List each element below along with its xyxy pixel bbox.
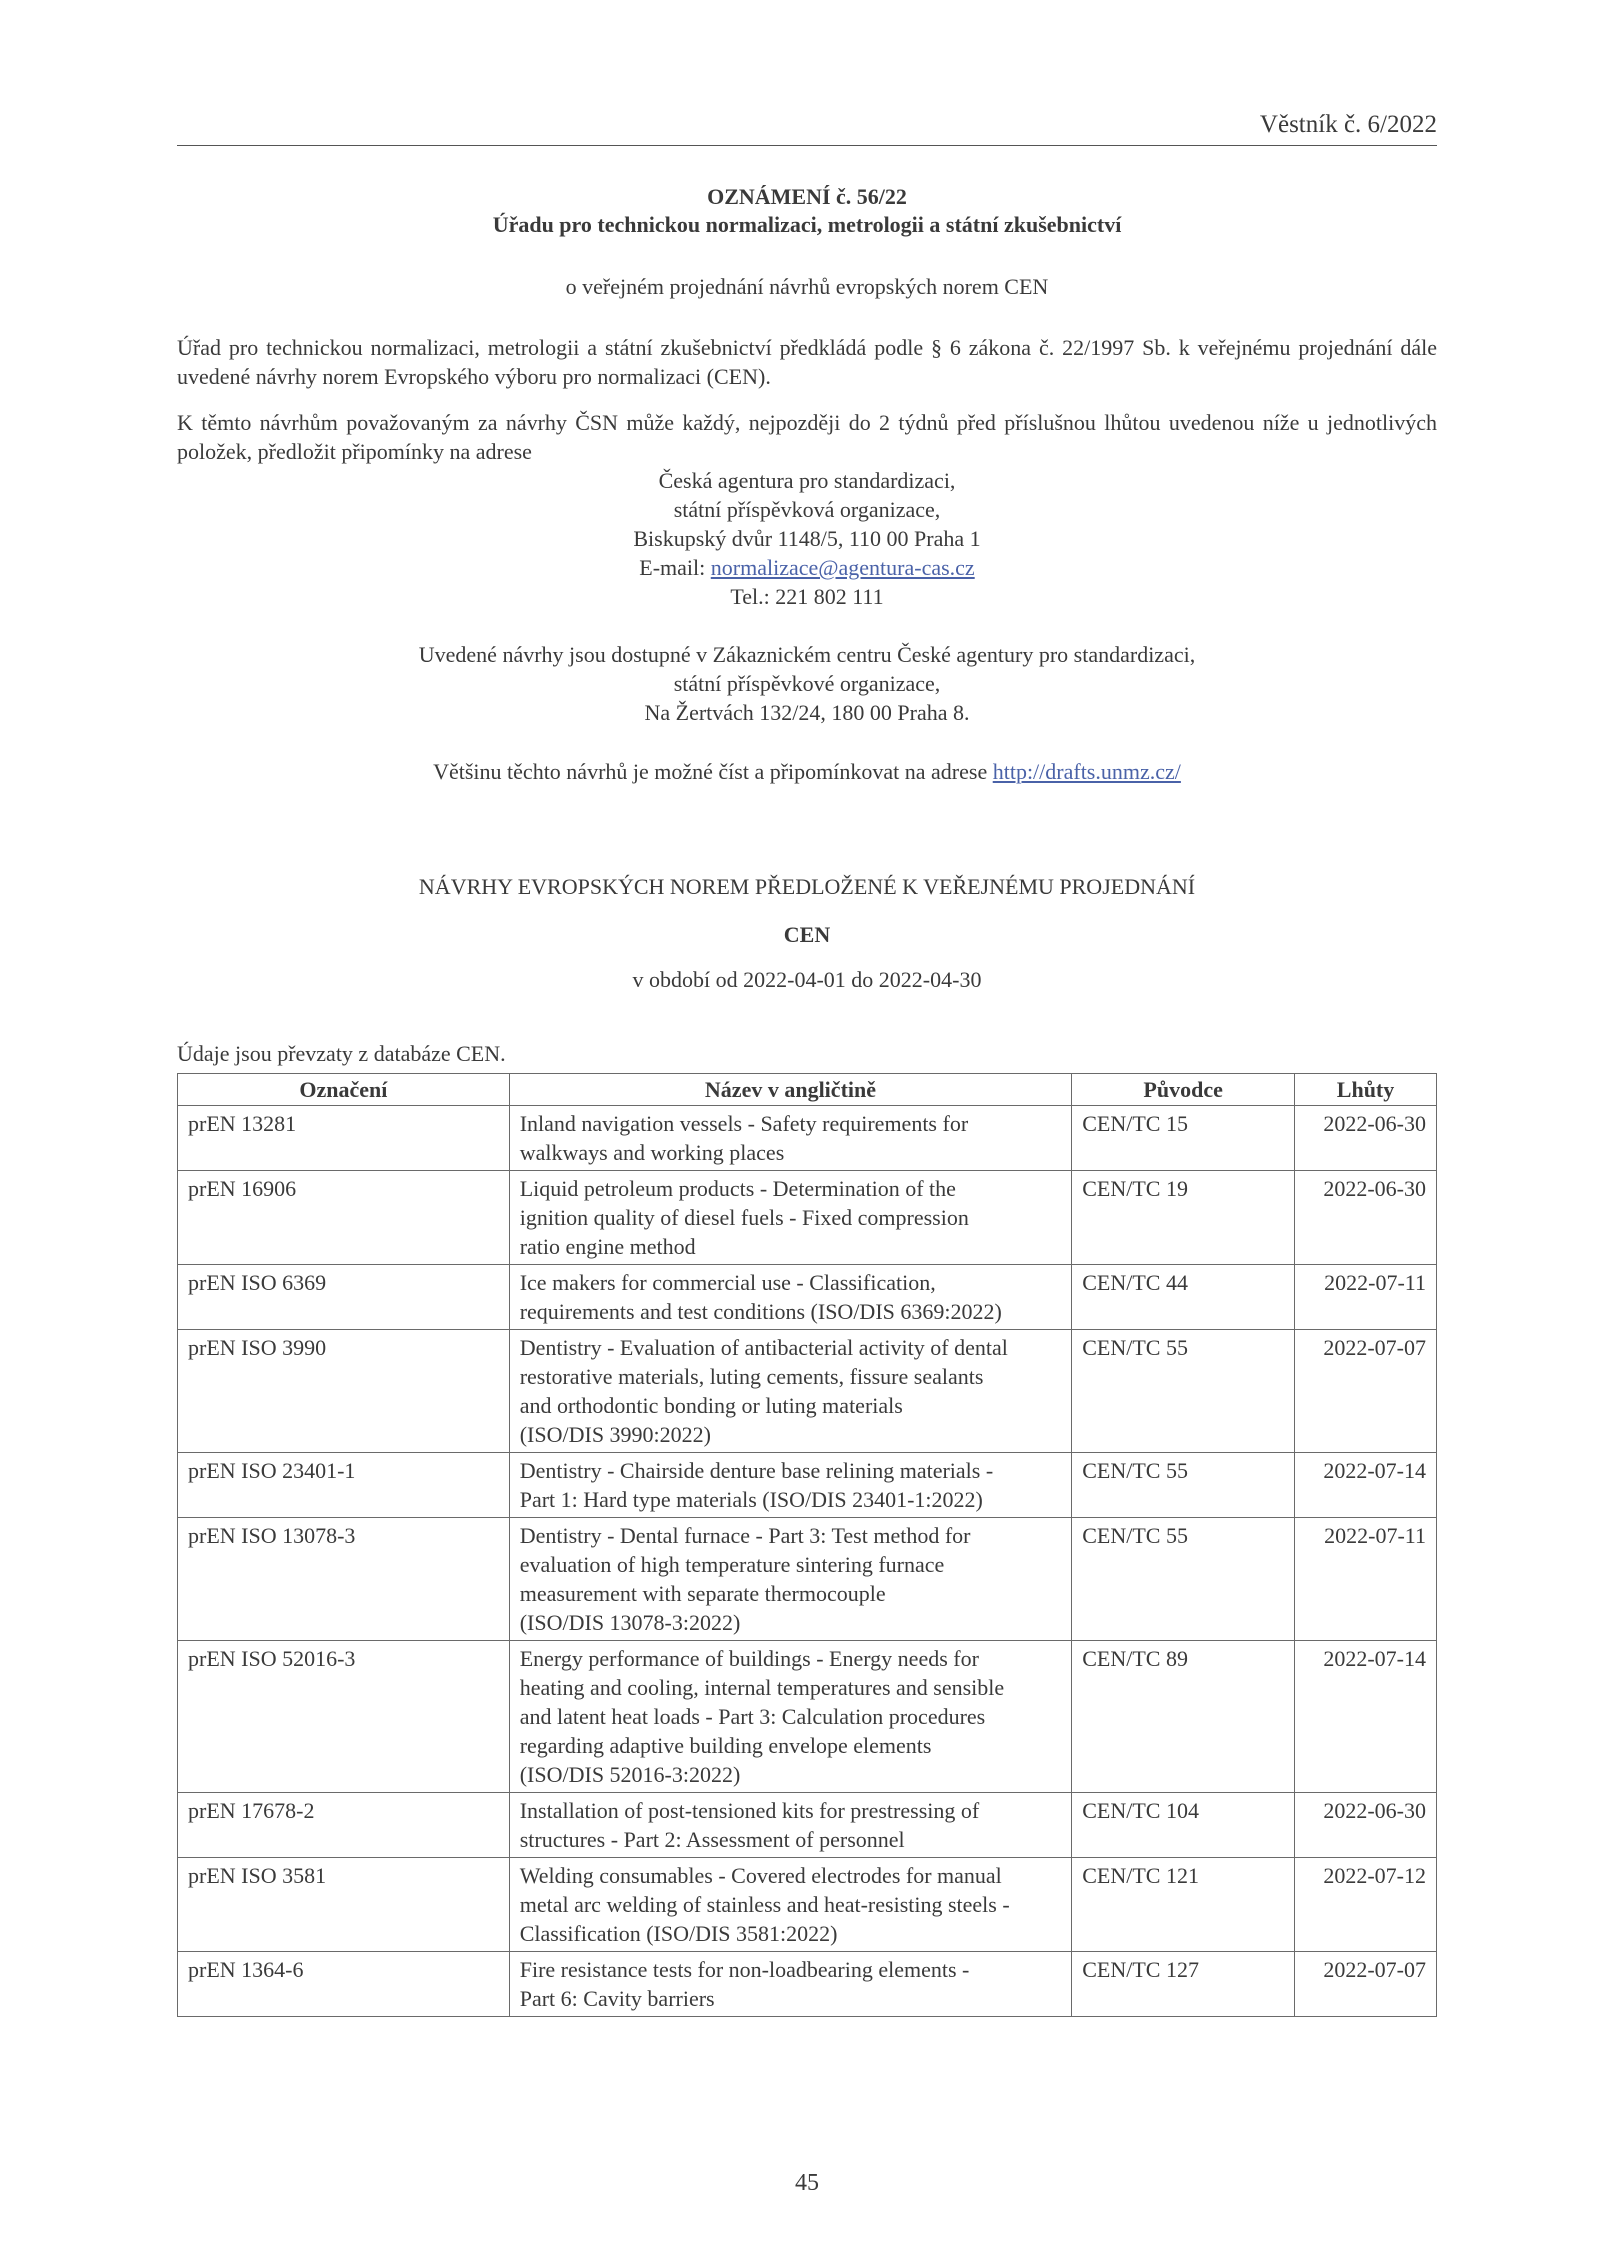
availability-line: Na Žertvách 132/24, 180 00 Praha 8. <box>644 700 970 725</box>
deadline-cell: 2022-07-14 <box>1295 1641 1437 1793</box>
table-row <box>178 1453 1437 1518</box>
deadline-cell: 2022-06-30 <box>1295 1106 1437 1171</box>
table-row <box>178 1171 1437 1265</box>
title-cell <box>509 1265 1072 1330</box>
originator-cell: CEN/TC 19 <box>1072 1171 1295 1265</box>
deadline-cell: 2022-07-12 <box>1295 1858 1437 1952</box>
announcement-title: OZNÁMENÍ č. 56/22 <box>707 184 907 209</box>
deadline-cell: 2022-07-07 <box>1295 1952 1437 2017</box>
column-header-originator: Původce <box>1072 1074 1295 1106</box>
deadline-cell: 2022-06-30 <box>1295 1793 1437 1858</box>
email-link[interactable]: normalizace@agentura-cas.cz <box>710 555 975 580</box>
table-row <box>178 1641 1437 1793</box>
title-line: Welding consumables - Covered electrodes for manual <box>519 1863 1002 1888</box>
designation-cell: prEN 16906 <box>178 1171 510 1265</box>
designation-cell: prEN ISO 52016-3 <box>178 1641 510 1793</box>
title-line: walkways and working places <box>519 1140 785 1165</box>
title-cell <box>509 1793 1072 1858</box>
deadline-cell: 2022-07-11 <box>1295 1265 1437 1330</box>
designation-cell: prEN 17678-2 <box>178 1793 510 1858</box>
title-line: (ISO/DIS 3990:2022) <box>519 1422 711 1447</box>
title-line: Part 6: Cavity barriers <box>519 1986 715 2011</box>
section-title: NÁVRHY EVROPSKÝCH NOREM PŘEDLOŽENÉ K VEŘEJNÉMU PROJEDNÁNÍ <box>418 874 1196 899</box>
title-line: (ISO/DIS 52016-3:2022) <box>519 1762 741 1787</box>
title-line: heating and cooling, internal temperatures and sensible <box>519 1675 1005 1700</box>
designation-cell: prEN ISO 3990 <box>178 1330 510 1453</box>
title-line: Installation of post-tensioned kits for prestressing of <box>519 1798 980 1823</box>
address-line: Česká agentura pro standardizaci, <box>658 468 956 493</box>
title-line: Ice makers for commercial use - Classification, <box>519 1270 936 1295</box>
title-cell <box>509 1952 1072 2017</box>
table-row <box>178 1330 1437 1453</box>
deadline-cell: 2022-07-11 <box>1295 1518 1437 1641</box>
deadline-cell: 2022-07-07 <box>1295 1330 1437 1453</box>
email-line <box>177 553 1437 582</box>
originator-cell: CEN/TC 55 <box>1072 1518 1295 1641</box>
table-row <box>178 1106 1437 1171</box>
title-line: and orthodontic bonding or luting materials <box>519 1393 903 1418</box>
designation-cell: prEN ISO 6369 <box>178 1265 510 1330</box>
address-line: státní příspěvková organizace, <box>673 497 941 522</box>
table-row <box>178 1265 1437 1330</box>
announcement-issuer: Úřadu pro technickou normalizaci, metrologii a státní zkušebnictví <box>492 212 1122 237</box>
title-line: measurement with separate thermocouple <box>519 1581 886 1606</box>
designation-cell: prEN ISO 3581 <box>178 1858 510 1952</box>
title-cell <box>509 1858 1072 1952</box>
title-line: ratio engine method <box>519 1234 696 1259</box>
table-row <box>178 1793 1437 1858</box>
designation-cell: prEN ISO 13078-3 <box>178 1518 510 1641</box>
title-line: requirements and test conditions (ISO/DIS 6369:2022) <box>519 1299 1002 1324</box>
designation-cell: prEN 13281 <box>178 1106 510 1171</box>
address-line: Biskupský dvůr 1148/5, 110 00 Praha 1 <box>633 526 981 551</box>
title-cell <box>509 1106 1072 1171</box>
title-cell <box>509 1330 1072 1453</box>
title-line: and latent heat loads - Part 3: Calculation procedures <box>519 1704 986 1729</box>
section-period: v období od 2022-04-01 do 2022-04-30 <box>632 967 982 992</box>
title-line: regarding adaptive building envelope elements <box>519 1733 932 1758</box>
web-note <box>177 757 1437 786</box>
drafts-link[interactable]: http://drafts.unmz.cz/ <box>992 759 1181 784</box>
originator-cell: CEN/TC 55 <box>1072 1330 1295 1453</box>
originator-cell: CEN/TC 55 <box>1072 1453 1295 1518</box>
email-label: E-mail: <box>639 555 711 580</box>
title-line: Fire resistance tests for non-loadbearing elements - <box>519 1957 970 1982</box>
originator-cell: CEN/TC 104 <box>1072 1793 1295 1858</box>
originator-cell: CEN/TC 44 <box>1072 1265 1295 1330</box>
page-number: 45 <box>795 2170 819 2196</box>
availability-line: Uvedené návrhy jsou dostupné v Zákaznickém centru České agentury pro standardizaci, <box>418 642 1196 667</box>
title-line: Dentistry - Dental furnace - Part 3: Test method for <box>519 1523 971 1548</box>
section-org: CEN <box>783 922 831 947</box>
title-cell <box>509 1453 1072 1518</box>
title-line: Energy performance of buildings - Energy needs for <box>519 1646 979 1671</box>
originator-cell: CEN/TC 89 <box>1072 1641 1295 1793</box>
table-row <box>178 1518 1437 1641</box>
title-line: Dentistry - Chairside denture base relining materials - <box>519 1458 994 1483</box>
title-line: restorative materials, luting cements, fissure sealants <box>519 1364 984 1389</box>
originator-cell: CEN/TC 121 <box>1072 1858 1295 1952</box>
originator-cell: CEN/TC 127 <box>1072 1952 1295 2017</box>
title-cell <box>509 1171 1072 1265</box>
title-line: metal arc welding of stainless and heat-resisting steels - <box>519 1892 1010 1917</box>
title-line: (ISO/DIS 13078-3:2022) <box>519 1610 741 1635</box>
title-line: structures - Part 2: Assessment of personnel <box>519 1827 905 1852</box>
table-row <box>178 1952 1437 2017</box>
title-line: Inland navigation vessels - Safety requirements for <box>519 1111 969 1136</box>
title-line: Part 1: Hard type materials (ISO/DIS 23401-1:2022) <box>519 1487 983 1512</box>
column-header-designation: Označení <box>178 1074 510 1106</box>
web-note-text: Většinu těchto návrhů je možné číst a připomínkovat na adrese <box>433 759 993 784</box>
journal-issue: Věstník č. 6/2022 <box>1259 111 1437 138</box>
comments-paragraph: K těmto návrhům považovaným za návrhy ČSN může každý, nejpozději do 2 týdnů před příslušnou lhůtou uvedenou níže u jednotlivých položek, předložit připomínky na adrese <box>177 410 1437 464</box>
column-header-title: Název v angličtině <box>509 1074 1072 1106</box>
table-header-row <box>178 1074 1437 1106</box>
deadline-cell: 2022-06-30 <box>1295 1171 1437 1265</box>
title-line: evaluation of high temperature sintering furnace <box>519 1552 945 1577</box>
page-header <box>177 108 1437 146</box>
title-line: Liquid petroleum products - Determination of the <box>519 1176 956 1201</box>
address-block <box>177 466 1437 611</box>
title-line: Classification (ISO/DIS 3581:2022) <box>519 1921 838 1946</box>
table-row <box>178 1858 1437 1952</box>
intro-paragraph: Úřad pro technickou normalizaci, metrologii a státní zkušebnictví předkládá podle § 6 zákona č. 22/1997 Sb. k veřejnému projednání dále uvedené návrhy norem Evropského výboru pro normalizaci (CEN). <box>177 335 1437 389</box>
column-header-deadline: Lhůty <box>1295 1074 1437 1106</box>
title-cell <box>509 1641 1072 1793</box>
announcement-subject: o veřejném projednání návrhů evropských norem CEN <box>565 274 1049 299</box>
availability-line: státní příspěvkové organizace, <box>673 671 941 696</box>
phone-line: Tel.: 221 802 111 <box>730 584 884 609</box>
title-line: Dentistry - Evaluation of antibacterial activity of dental <box>519 1335 1008 1360</box>
originator-cell: CEN/TC 15 <box>1072 1106 1295 1171</box>
deadline-cell: 2022-07-14 <box>1295 1453 1437 1518</box>
availability-block <box>177 640 1437 727</box>
title-cell <box>509 1518 1072 1641</box>
title-line: ignition quality of diesel fuels - Fixed compression <box>519 1205 969 1230</box>
designation-cell: prEN ISO 23401-1 <box>178 1453 510 1518</box>
designation-cell: prEN 1364-6 <box>178 1952 510 2017</box>
source-note: Údaje jsou převzaty z databáze CEN. <box>177 1041 506 1066</box>
standards-table <box>177 1073 1437 2017</box>
